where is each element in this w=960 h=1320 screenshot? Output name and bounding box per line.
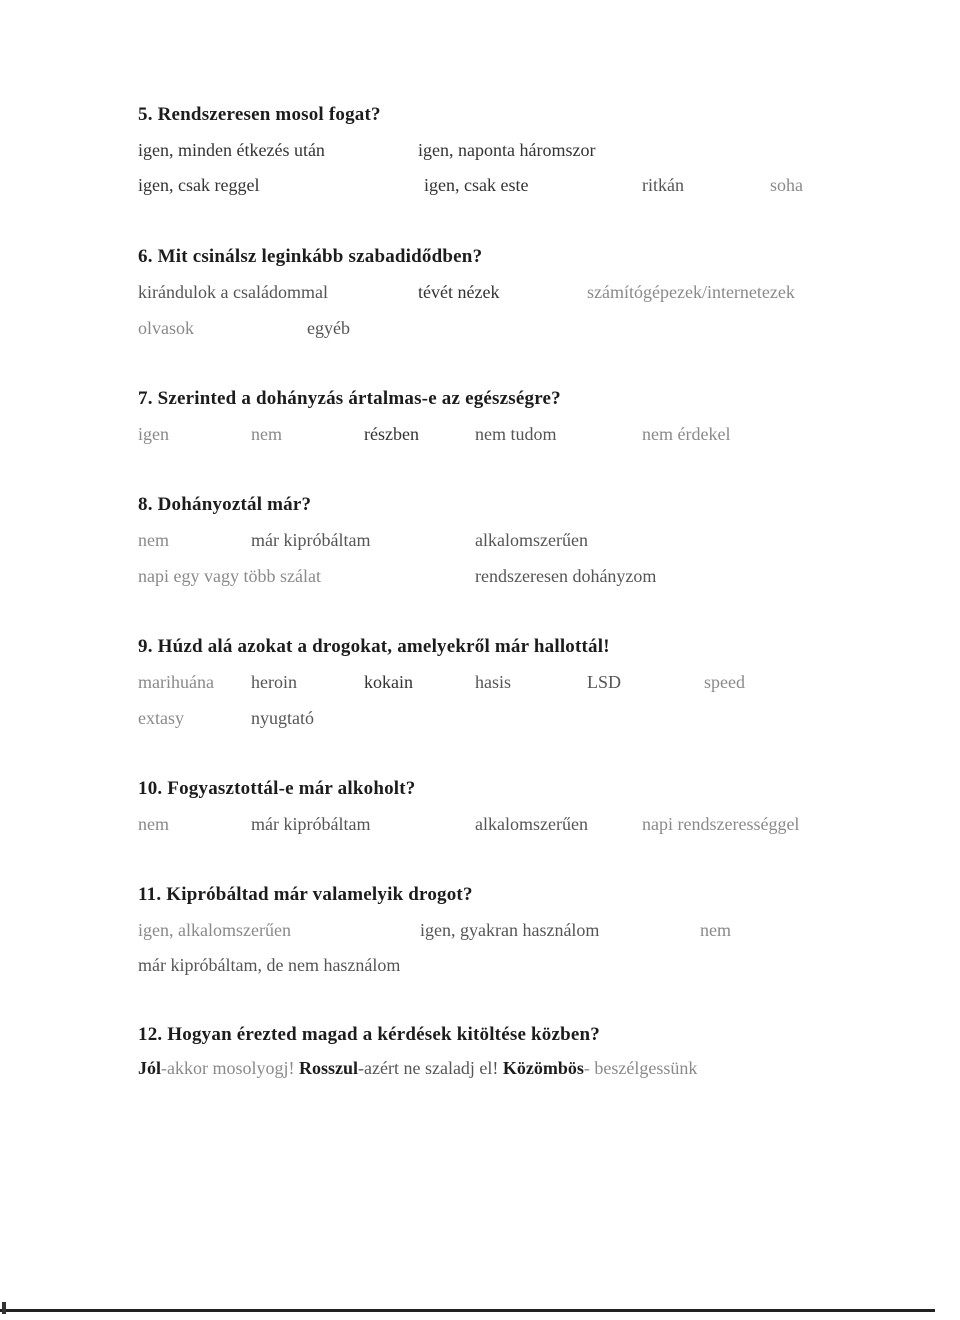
q5-option-4: igen, csak este (424, 175, 529, 195)
q5-option-5: ritkán (642, 175, 684, 195)
q6-option-2: tévét nézek (418, 282, 500, 302)
q11-option-4: már kipróbáltam, de nem használom (138, 955, 401, 975)
question-12-title: 12. Hogyan érezted magad a kérdések kitöltése közben? (138, 1024, 600, 1045)
q10-option-1: nem (138, 814, 169, 834)
q8-option-3: alkalomszerűen (475, 530, 588, 550)
q9-option-6: speed (704, 672, 745, 692)
q7-option-4: nem tudom (475, 424, 557, 444)
scan-edge-mark (2, 1302, 6, 1314)
q12-answer-1-bold: Jól (138, 1058, 162, 1078)
q12-answer-2-bold: Rosszul (299, 1058, 359, 1078)
q9-option-5: LSD (587, 672, 622, 692)
question-11-title: 11. Kipróbáltad már valamelyik drogot? (138, 884, 473, 905)
q12-answer-1-text: -akkor mosolyogj! (161, 1058, 295, 1078)
q11-option-2: igen, gyakran használom (420, 920, 600, 940)
q12-answer-3-text: - beszélgessünk (583, 1058, 698, 1078)
q8-option-5: rendszeresen dohányzom (475, 566, 657, 586)
q12-answer-3-bold: Közömbös (502, 1058, 584, 1078)
question-10-title: 10. Fogyasztottál-e már alkoholt? (138, 778, 416, 799)
q10-option-3: alkalomszerűen (475, 814, 588, 834)
q7-option-5: nem érdekel (642, 424, 731, 444)
question-8-title: 8. Dohányoztál már? (138, 494, 312, 515)
q11-option-1: igen, alkalomszerűen (138, 920, 291, 940)
q6-option-4: olvasok (138, 318, 194, 338)
q12-answer-2-text: -azért ne szaladj el! (358, 1058, 499, 1078)
q8-option-4: napi egy vagy több szálat (138, 566, 321, 586)
q7-option-2: nem (251, 424, 282, 444)
q9-option-1: marihuána (138, 672, 214, 692)
q9-option-7: extasy (138, 708, 184, 728)
q10-option-4: napi rendszerességgel (642, 814, 800, 834)
question-6-title: 6. Mit csinálsz leginkább szabadidődben? (138, 246, 483, 267)
q5-option-1: igen, minden étkezés után (138, 140, 325, 160)
q8-option-2: már kipróbáltam (251, 530, 371, 550)
q6-option-3: számítógépezek/internetezek (587, 282, 795, 302)
q8-option-1: nem (138, 530, 169, 550)
q6-option-1: kirándulok a családommal (138, 282, 328, 302)
q9-option-3: kokain (364, 672, 413, 692)
q6-option-5: egyéb (307, 318, 350, 338)
q9-option-2: heroin (251, 672, 297, 692)
q5-option-2: igen, naponta háromszor (418, 140, 596, 160)
q5-option-6: soha (770, 175, 803, 195)
question-7-title: 7. Szerinted a dohányzás ártalmas-e az egészségre? (138, 388, 561, 409)
q10-option-2: már kipróbáltam (251, 814, 371, 834)
q7-option-1: igen (138, 424, 169, 444)
q11-option-3: nem (700, 920, 731, 940)
scan-bottom-edge-line (0, 1309, 935, 1312)
q9-option-4: hasis (475, 672, 511, 692)
q9-option-8: nyugtató (251, 708, 314, 728)
q7-option-3: részben (364, 424, 419, 444)
q5-option-3: igen, csak reggel (138, 175, 260, 195)
q12-answers (138, 1058, 697, 1079)
question-9-title: 9. Húzd alá azokat a drogokat, amelyekről már hallottál! (138, 636, 610, 657)
question-5-title: 5. Rendszeresen mosol fogat? (138, 104, 381, 125)
